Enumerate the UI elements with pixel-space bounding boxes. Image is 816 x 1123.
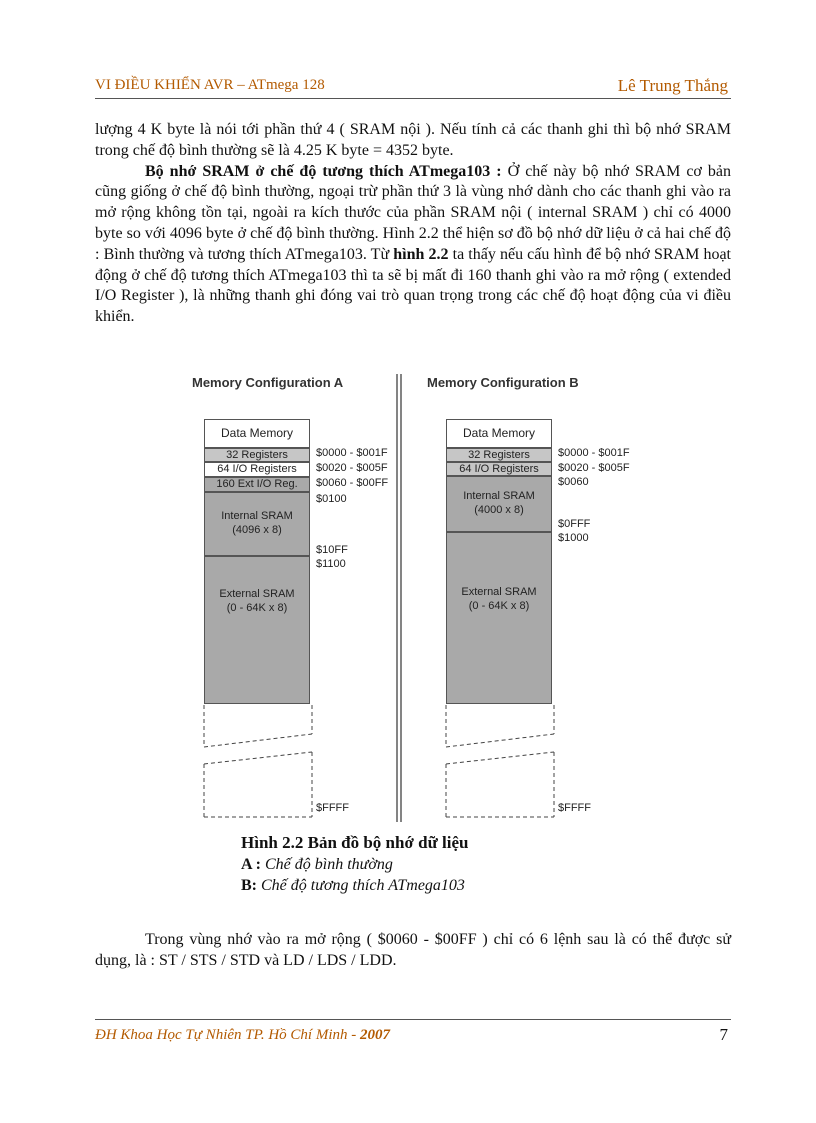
addr-a-ffff: $FFFF [316, 802, 349, 814]
paragraph-3: Trong vùng nhớ vào ra mở rộng ( $0060 - $00FF ) chỉ có 6 lệnh sau là có thể được sử dụng, là : ST / STS / STD và LD / LDS / LDD. [95, 931, 731, 969]
paragraph-2-heading: Bộ nhớ SRAM ở chế độ tương thích ATmega103 : [145, 162, 502, 180]
caption-b-text: Chế độ tương thích ATmega103 [257, 877, 465, 894]
config-a-title: Memory Configuration A [192, 375, 344, 390]
addr-b-0fff: $0FFF [558, 518, 591, 530]
header-author: Lê Trung Thắng [617, 76, 728, 95]
addr-b-0000: $0000 - $001F [558, 447, 630, 459]
config-b-internal-label: Internal SRAM [463, 490, 535, 502]
addr-a-0060: $0060 - $00FF [316, 477, 389, 489]
paragraph-2-figure-ref: hình 2.2 [393, 245, 449, 263]
footer-institution-name: ĐH Khoa Học Tự Nhiên TP. Hồ Chí Minh - [95, 1027, 360, 1043]
body-text-2 [95, 930, 731, 972]
paragraph-2-text-b: ta thấy nếu cấu hình để bộ nhớ SRAM hoạt động ở chế độ tương thích ATmega103 thì ta sẽ bị mất đi 160 thanh ghi vào ra mở rộng ( extended I/O Register ), là những thanh ghi đóng vai trò quan trọng trong các chế độ hoạt động của vi điều khiển. [95, 245, 732, 326]
config-b-external-size: (0 - 64K x 8) [468, 600, 530, 612]
config-b-external-label: External SRAM [461, 586, 537, 598]
config-b-registers: 32 Registers [446, 448, 552, 462]
config-a-internal-size: (4096 x 8) [232, 524, 282, 536]
header-rule [95, 98, 731, 99]
footer-rule [95, 1019, 731, 1020]
addr-b-0020: $0020 - $005F [558, 462, 630, 474]
config-a-registers: 32 Registers [204, 448, 310, 462]
config-b-data-memory: Data Memory [446, 419, 552, 448]
config-b-internal-size: (4000 x 8) [474, 504, 524, 516]
addr-a-0100: $0100 [316, 493, 347, 505]
memory-map-figure [180, 372, 650, 822]
config-a-internal-label: Internal SRAM [221, 510, 293, 522]
config-a-external-size: (0 - 64K x 8) [226, 602, 288, 614]
config-a-io-registers: 64 I/O Registers [204, 462, 310, 477]
figure-caption [241, 833, 468, 895]
caption-a-text: Chế độ bình thường [261, 856, 393, 873]
addr-b-1000: $1000 [558, 532, 589, 544]
memory-map-lines [180, 372, 650, 822]
caption-line-a [241, 856, 468, 874]
header-title: VI ĐIỀU KHIỂN AVR – ATmega 128 [95, 77, 325, 93]
caption-line-b [241, 877, 468, 895]
config-b-io-registers: 64 I/O Registers [446, 462, 552, 476]
caption-title: Hình 2.2 Bản đồ bộ nhớ dữ liệu [241, 833, 469, 852]
addr-a-1100: $1100 [316, 558, 346, 570]
addr-a-0020: $0020 - $005F [316, 462, 388, 474]
addr-a-0000: $0000 - $001F [316, 447, 388, 459]
footer-year: 2007 [360, 1027, 390, 1043]
footer-institution [95, 1027, 390, 1044]
addr-b-ffff: $FFFF [558, 802, 591, 814]
addr-a-10ff: $10FF [316, 544, 348, 556]
config-a-external-label: External SRAM [219, 588, 295, 600]
caption-b-label: B: [241, 877, 257, 894]
paragraph-1: lượng 4 K byte là nói tới phần thứ 4 ( SRAM nội ). Nếu tính cả các thanh ghi thì bộ nhớ SRAM trong chế độ bình thường sẽ là 4.25 K byte = 4352 byte. [95, 121, 731, 159]
body-text [95, 120, 731, 328]
addr-b-0060: $0060 [558, 476, 589, 488]
paragraph-2-text-a: Ở chế này bộ nhớ SRAM cơ bản cũng giống ở chế độ bình thường, ngoại trừ phần thứ 3 là vùng nhớ dành cho các thanh ghi vào ra mở rộng không tồn tại, ngoài ra kích thước của phần SRAM nội ( internal SRAM ) chỉ có 4000 byte so với 4096 byte ở chế độ bình thường. Hình 2.2 thể hiện sơ đồ bộ nhớ dữ liệu ở cả hai chế độ : Bình thường và tương thích ATmega103. Từ [95, 162, 731, 263]
config-a-data-memory: Data Memory [204, 419, 310, 448]
config-b-title: Memory Configuration B [427, 375, 579, 390]
caption-a-label: A : [241, 856, 261, 873]
config-a-ext-io: 160 Ext I/O Reg. [204, 477, 310, 492]
page-number: 7 [719, 1025, 728, 1044]
paragraph-2 [95, 162, 731, 328]
